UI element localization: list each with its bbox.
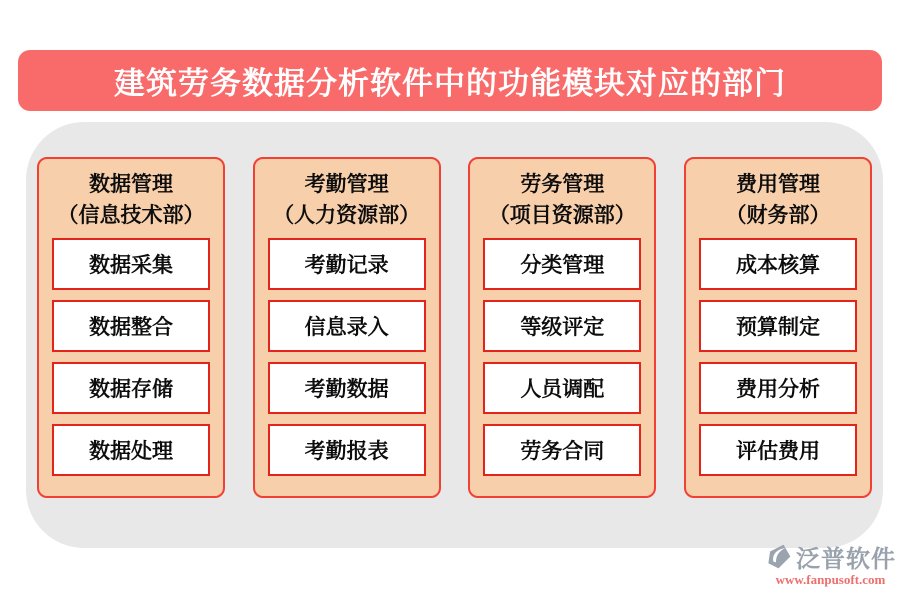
module-item: 数据存储 <box>52 362 210 414</box>
brand-footer <box>765 539 896 588</box>
page-title: 建筑劳务数据分析软件中的功能模块对应的部门 <box>18 50 882 111</box>
module-department: （项目资源部） <box>488 203 636 227</box>
module-item-list <box>699 238 857 476</box>
module-item-list <box>483 238 641 476</box>
module-department: （信息技术部） <box>57 203 205 227</box>
fanpu-logo-icon <box>765 543 792 570</box>
module-item: 人员调配 <box>483 362 641 414</box>
module-column-1 <box>37 157 225 498</box>
module-item-list <box>268 238 426 476</box>
module-column-4 <box>684 157 872 498</box>
module-item: 信息录入 <box>268 300 426 352</box>
module-item-list <box>52 238 210 476</box>
module-item: 考勤报表 <box>268 424 426 476</box>
module-item: 劳务合同 <box>483 424 641 476</box>
module-item: 考勤记录 <box>268 238 426 290</box>
brand-url: www.fanpusoft.com <box>775 572 886 587</box>
module-title: 考勤管理 <box>304 172 389 196</box>
module-item: 等级评定 <box>483 300 641 352</box>
module-item: 数据整合 <box>52 300 210 352</box>
module-item: 数据处理 <box>52 424 210 476</box>
module-item: 费用分析 <box>699 362 857 414</box>
modules-panel <box>26 122 883 548</box>
module-item: 分类管理 <box>483 238 641 290</box>
module-title: 费用管理 <box>735 172 820 196</box>
module-item: 成本核算 <box>699 238 857 290</box>
brand-name: 泛普软件 <box>796 546 896 573</box>
module-columns <box>37 157 872 498</box>
module-item: 考勤数据 <box>268 362 426 414</box>
module-column-2 <box>253 157 441 498</box>
module-item: 预算制定 <box>699 300 857 352</box>
module-title: 劳务管理 <box>520 172 605 196</box>
module-column-3 <box>468 157 656 498</box>
module-department: （人力资源部） <box>273 203 421 227</box>
module-title: 数据管理 <box>89 172 173 196</box>
module-item: 数据采集 <box>52 238 210 290</box>
module-department: （财务部） <box>725 203 831 227</box>
brand-row <box>765 539 896 574</box>
module-item: 评估费用 <box>699 424 857 476</box>
